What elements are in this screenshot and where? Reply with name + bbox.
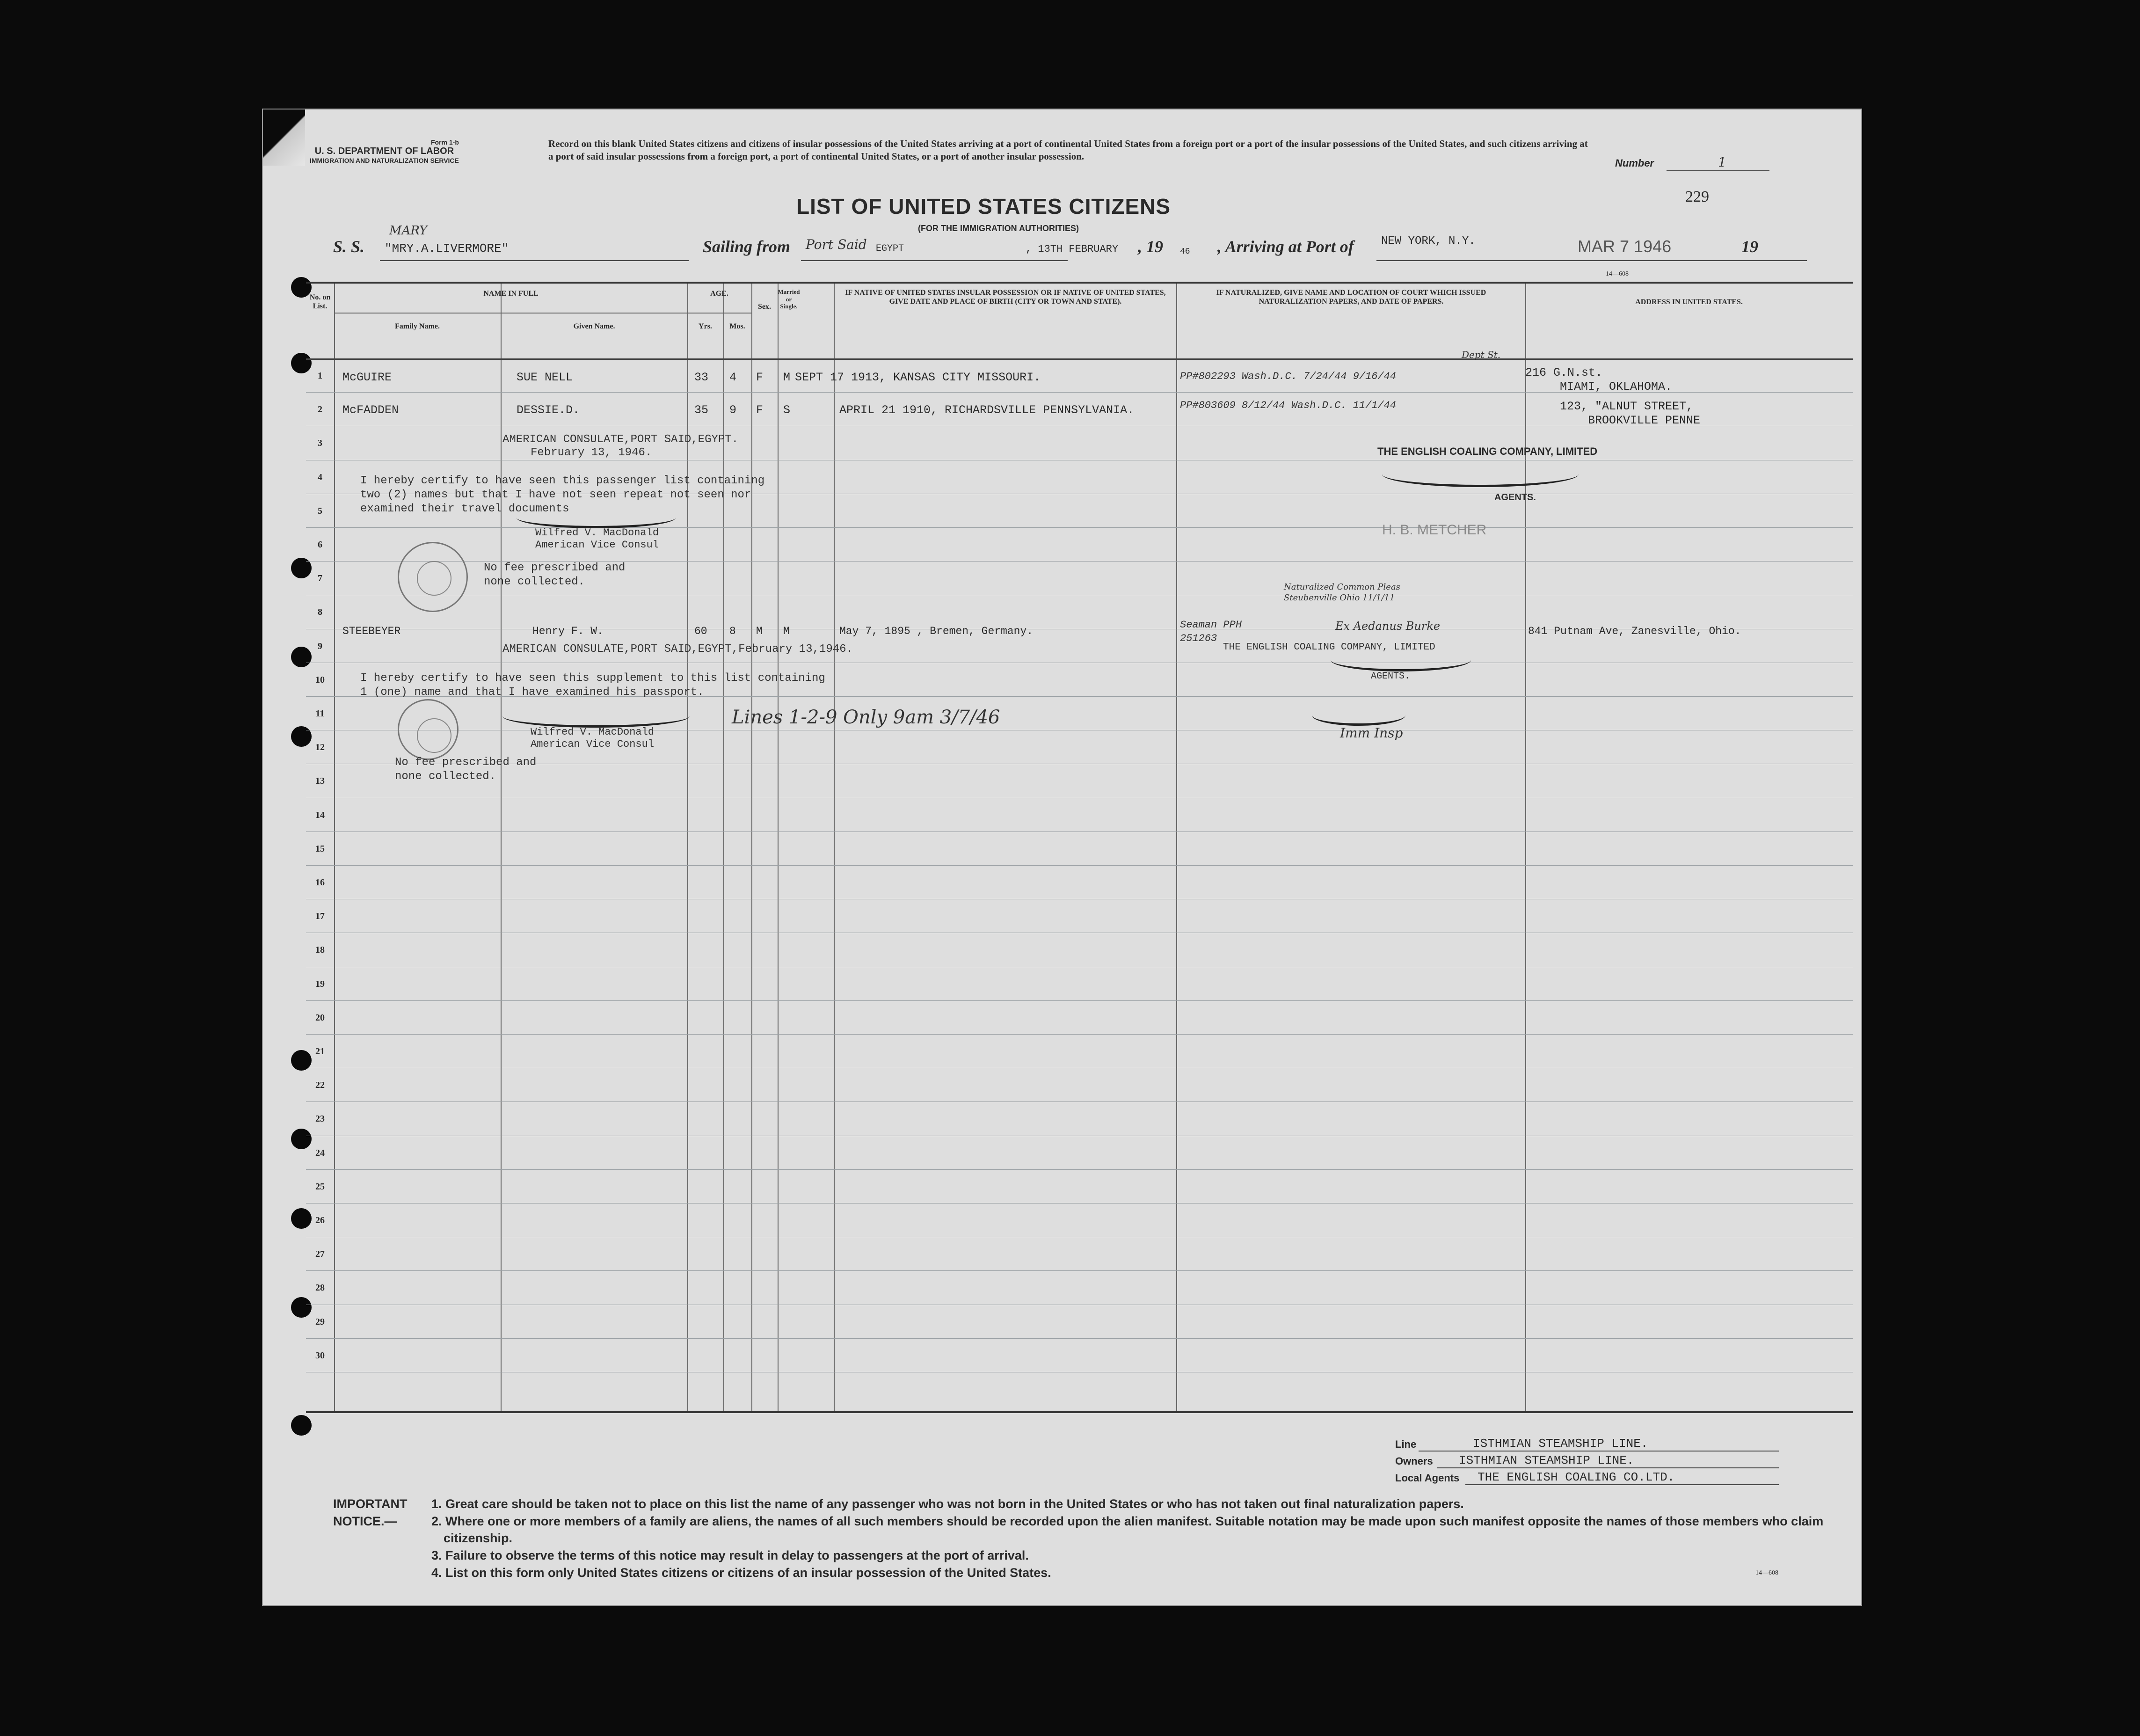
arrival-date-stamp: MAR 7 1946 <box>1578 237 1672 256</box>
col-header-yrs: Yrs. <box>699 322 712 330</box>
row2-yrs: 35 <box>694 403 709 417</box>
col-header-birth: IF NATIVE OF UNITED STATES INSULAR POSSESSION OR IF NATIVE OF UNITED STATES, GIVE DATE AND PLACE OF BIRTH (CITY OR TOWN AND STATE). <box>845 289 1166 306</box>
certification-2-line-b: 1 (one) name and that I have examined his passport. <box>360 686 704 699</box>
row1-mos: 4 <box>729 371 737 384</box>
owners-value: ISTHMIAN STEAMSHIP LINE. <box>1459 1453 1634 1467</box>
inspection-note: Lines 1-2-9 Only 9am 3/7/46 <box>732 707 1000 728</box>
certification-1-line-a: I hereby certify to have seen this passenger list containing <box>360 474 765 487</box>
ship-handwritten-correction: MARY <box>389 224 428 238</box>
row2-mos: 9 <box>729 403 737 417</box>
sailing-label: Sailing from <box>703 237 791 256</box>
row-number: 4 <box>318 472 322 482</box>
year-suffix: 46 <box>1180 247 1190 256</box>
officer-1-name: Wilfred V. MacDonald <box>535 527 659 539</box>
row2-given: DESSIE.D. <box>517 403 580 417</box>
consulate-seal-2 <box>398 699 459 760</box>
officer-2-name: Wilfred V. MacDonald <box>531 726 655 738</box>
col-header-married: Married or Single. <box>778 288 800 310</box>
naturalization-name-note: Ex Aedanus Burke <box>1335 620 1441 633</box>
row1-address-2: MIAMI, OKLAHOMA. <box>1560 380 1673 394</box>
row-number: 27 <box>315 1249 325 1260</box>
row-number: 12 <box>315 742 325 753</box>
row-divider <box>306 1101 1853 1102</box>
notice-item-4: 4. List on this form only United States citizens or citizens of an insular possession of the United States. <box>431 1565 1051 1580</box>
row2-naturalized: PP#803609 8/12/44 Wash.D.C. 11/1/44 <box>1180 400 1397 411</box>
owners-underline <box>1437 1467 1779 1468</box>
row-number: 19 <box>315 978 325 989</box>
ship-name-line <box>380 260 689 261</box>
manifest-sheet <box>262 109 1862 1606</box>
row2-married: S <box>783 403 791 417</box>
row-number: 30 <box>315 1350 325 1361</box>
no-fee-1-line-a: No fee prescribed and <box>484 562 626 574</box>
vice-consul-signature-2 <box>502 705 690 728</box>
no-fee-2-line-a: No fee prescribed and <box>395 756 537 769</box>
line-value: ISTHMIAN STEAMSHIP LINE. <box>1473 1437 1648 1451</box>
no-fee-1-line-b: none collected. <box>484 576 585 588</box>
row-number: 13 <box>315 776 325 787</box>
row-number: 16 <box>315 877 325 888</box>
row9-given: Henry F. W. <box>532 625 604 637</box>
row1-yrs: 33 <box>694 371 709 384</box>
row-number: 21 <box>315 1046 325 1057</box>
notice-title: IMPORTANT NOTICE.— <box>333 1497 408 1528</box>
consulate-seal-1 <box>398 542 468 612</box>
certification-1-line-c: examined their travel documents <box>360 503 569 515</box>
row-number: 14 <box>315 810 325 820</box>
year-prefix: , 19 <box>1138 237 1163 256</box>
naturalization-court-note: Naturalized Common Pleas Steubenville Ohio 11/1/11 <box>1284 582 1400 603</box>
row-number: 6 <box>318 540 322 550</box>
col-header-sex: Sex. <box>758 303 771 311</box>
row-number: 11 <box>315 708 325 719</box>
ss-label: S. S. <box>333 237 365 256</box>
row-number: 17 <box>315 911 325 922</box>
department-name: U. S. DEPARTMENT OF LABOR <box>314 146 454 157</box>
row1-sex: F <box>756 371 764 384</box>
no-fee-2-line-b: none collected. <box>395 770 496 783</box>
service-name: IMMIGRATION AND NATURALIZATION SERVICE <box>310 157 459 165</box>
ship-name: "MRY.A.LIVERMORE" <box>385 241 509 255</box>
notice-item-1: 1. Great care should be taken not to place on this list the name of any passenger who was not born in the United States or who has not taken out final naturalization papers. <box>431 1497 1464 1511</box>
record-instructions: Record on this blank United States citizens and citizens of insular possessions of the United States arriving at a port of continental United States from a foreign port or a port of the insular possessions of the United States, and such citizens arriving at a port of said insular possessions from a foreign port, a port of continental United States, or a port of another insular possession. <box>548 138 1588 162</box>
page-number: 229 <box>1685 188 1709 205</box>
arrival-line <box>1376 260 1807 261</box>
row-number: 15 <box>315 843 325 854</box>
row-divider <box>306 865 1853 866</box>
consulate-date-1: February 13, 1946. <box>531 446 652 459</box>
row9-married: M <box>783 625 790 637</box>
row-number: 25 <box>315 1181 325 1192</box>
row1-address-1: 216 G.N.st. <box>1525 366 1603 379</box>
col-header-no: No. on List. <box>309 293 331 311</box>
row-number: 28 <box>315 1283 325 1293</box>
row-number: 3 <box>318 438 322 449</box>
form-number: Form 1-b <box>431 139 459 146</box>
row1-given: SUE NELL <box>517 371 573 384</box>
row2-birth: APRIL 21 1910, RICHARDSVILLE PENNSYLVANIA. <box>839 403 1135 417</box>
col-header-mos: Mos. <box>729 322 745 330</box>
col-header-name-full: NAME IN FULL <box>483 290 539 298</box>
inspector-title: Imm Insp <box>1340 725 1403 741</box>
certification-1-line-b: two (2) names but that I have not seen repeat not seen nor <box>360 489 751 501</box>
col-header-address: ADDRESS IN UNITED STATES. <box>1635 298 1743 306</box>
metcher-stamp: H. B. METCHER <box>1382 522 1487 538</box>
arrival-port: NEW YORK, N.Y. <box>1381 235 1476 248</box>
row9-naturalized: Seaman PPH 251263 <box>1180 619 1242 644</box>
row-divider <box>306 1000 1853 1001</box>
col-header-age: AGE. <box>710 290 728 298</box>
agents-underline <box>1465 1484 1779 1485</box>
number-line <box>1667 170 1769 171</box>
row-divider <box>306 1034 1853 1035</box>
row9-family: STEEBEYER <box>342 625 401 637</box>
certification-2-line-a: I hereby certify to have seen this supplement to this list containing <box>360 672 825 685</box>
row-number: 10 <box>315 674 325 685</box>
arriving-label: , Arriving at Port of <box>1217 237 1354 256</box>
row-number: 26 <box>315 1215 325 1225</box>
row-number: 20 <box>315 1012 325 1023</box>
dept-state-note: Dept St. <box>1462 349 1501 360</box>
document-subtitle: (FOR THE IMMIGRATION AUTHORITIES) <box>918 224 1079 233</box>
arrival-year: 19 <box>1741 237 1758 256</box>
row-divider <box>306 1270 1853 1271</box>
inspector-signature <box>1312 705 1405 726</box>
coaling-company-stamp-2: THE ENGLISH COALING COMPANY, LIMITED <box>1223 642 1435 653</box>
line-underline <box>1419 1451 1779 1452</box>
row-number: 18 <box>315 945 325 956</box>
binder-hole <box>291 1415 312 1436</box>
row-number: 24 <box>315 1147 325 1158</box>
sailing-date: , 13TH FEBRUARY <box>1026 243 1119 255</box>
row-divider <box>306 1203 1853 1204</box>
form-code-footer: 14—608 <box>1755 1569 1778 1576</box>
number-label: Number <box>1615 157 1654 169</box>
agents-footer-label: Local Agents <box>1395 1472 1460 1484</box>
header-divider <box>306 358 1853 360</box>
consulate-header-1: AMERICAN CONSULATE,PORT SAID,EGYPT. <box>502 433 739 446</box>
row2-address-2: BROOKVILLE PENNE <box>1588 414 1701 427</box>
vice-consul-signature-1 <box>517 507 676 528</box>
row-number: 8 <box>318 607 322 618</box>
row-number: 7 <box>318 573 322 584</box>
row-number: 9 <box>318 641 322 651</box>
col-header-naturalized: IF NATURALIZED, GIVE NAME AND LOCATION OF COURT WHICH ISSUED NATURALIZATION PAPERS, AND DATE OF PAPERS. <box>1216 289 1486 306</box>
sailing-country: EGYPT <box>876 243 904 254</box>
tiny-print-code: 14—608 <box>1606 270 1629 277</box>
agents-label-2: AGENTS. <box>1371 671 1411 682</box>
row9-sex: M <box>756 625 763 637</box>
row9-birth: May 7, 1895 , Bremen, Germany. <box>839 625 1034 637</box>
row-number: 23 <box>315 1114 325 1124</box>
row2-sex: F <box>756 403 764 417</box>
row-number: 5 <box>318 505 322 516</box>
agents-footer-value: THE ENGLISH COALING CO.LTD. <box>1478 1470 1675 1484</box>
row1-family: McGUIRE <box>342 371 392 384</box>
row-number: 29 <box>315 1316 325 1327</box>
col-header-family: Family Name. <box>395 322 440 330</box>
sailing-port-handwritten: Port Said <box>806 237 867 252</box>
row-divider <box>306 1169 1853 1170</box>
row1-naturalized: PP#802293 Wash.D.C. 7/24/44 9/16/44 <box>1180 371 1397 382</box>
agent-signature-2 <box>1331 649 1471 671</box>
row-divider <box>306 1338 1853 1339</box>
officer-2-title: American Vice Consul <box>531 738 655 750</box>
row2-family: McFADDEN <box>342 403 399 417</box>
row1-married: M <box>783 371 791 384</box>
row-number: 2 <box>318 404 322 415</box>
sailing-line <box>801 260 1068 261</box>
notice-item-3: 3. Failure to observe the terms of this notice may result in delay to passengers at the port of arrival. <box>431 1548 1029 1563</box>
agent-signature-1 <box>1382 461 1579 487</box>
document-title: LIST OF UNITED STATES CITIZENS <box>796 194 1171 219</box>
line-label: Line <box>1395 1438 1417 1450</box>
important-notice <box>431 1495 1835 1582</box>
row-number: 22 <box>315 1080 325 1091</box>
row-number: 1 <box>318 371 322 381</box>
coaling-company-stamp-1: THE ENGLISH COALING COMPANY, LIMITED <box>1377 445 1598 457</box>
number-value: 1 <box>1718 154 1726 170</box>
agents-label-1: AGENTS. <box>1494 492 1536 503</box>
consulate-header-2: AMERICAN CONSULATE,PORT SAID,EGYPT,February 13,1946. <box>502 643 853 656</box>
owners-label: Owners <box>1395 1455 1433 1467</box>
officer-1-title: American Vice Consul <box>535 539 659 551</box>
folded-corner <box>263 109 305 166</box>
notice-item-2: 2. Where one or more members of a family are aliens, the names of all such members should be recorded upon the alien manifest. Suitable notation may be made upon such manifest opposite the names of those members who claim citizenship. <box>431 1514 1824 1546</box>
col-header-given: Given Name. <box>573 322 615 330</box>
row2-address-1: 123, "ALNUT STREET, <box>1560 400 1694 413</box>
passenger-table <box>306 282 1853 1413</box>
row9-yrs: 60 <box>694 625 707 637</box>
department-block <box>310 139 459 164</box>
row1-birth: SEPT 17 1913, KANSAS CITY MISSOURI. <box>795 371 1041 384</box>
row9-mos: 8 <box>729 625 736 637</box>
row9-address: 841 Putnam Ave, Zanesville, Ohio. <box>1528 625 1741 637</box>
